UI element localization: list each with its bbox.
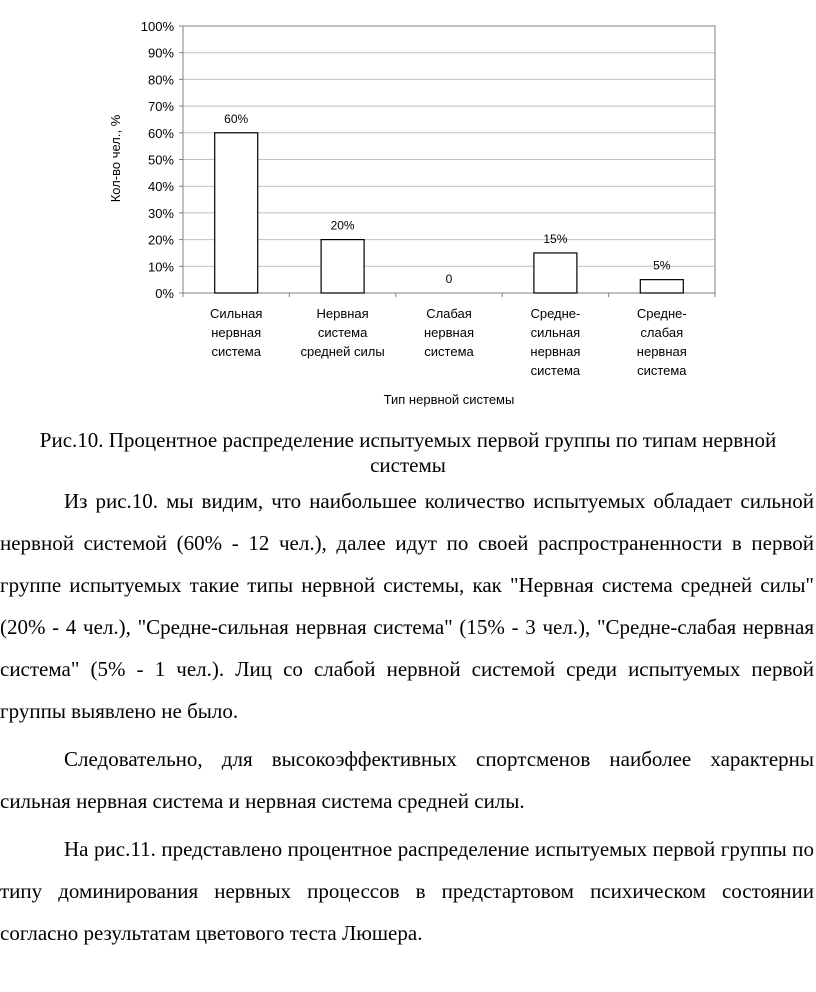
y-axis-title: Кол-во чел., %: [108, 114, 123, 203]
bar-chart: [0, 0, 816, 420]
paragraph-3: На рис.11. представлено процентное распределение испытуемых первой группы по типу доминирования нервных процессов в предстартовом психическом состоянии согласно результатам цветового теста Люшера.: [0, 837, 814, 945]
data-label: 5%: [653, 258, 671, 273]
y-tick-label: 80%: [147, 72, 174, 88]
bar: [534, 253, 577, 293]
data-label: 60%: [224, 111, 249, 126]
data-label: 15%: [543, 231, 568, 246]
figure-caption: Рис.10. Процентное распределение испытуемых первой группы по типам нервной системы: [39, 428, 777, 477]
y-tick-label: 40%: [147, 179, 174, 195]
y-tick-label: 20%: [147, 232, 174, 248]
x-tick-label: Нервная система средней силы: [300, 306, 385, 359]
data-labels: [224, 112, 671, 286]
y-tick-label: 100%: [140, 19, 174, 34]
x-axis-tick-labels: [210, 306, 687, 378]
y-tick-label: 60%: [147, 125, 174, 141]
y-tick-label: 0%: [155, 286, 174, 301]
x-tick-label: Слабая нервная система: [424, 306, 474, 359]
data-label: 20%: [330, 218, 355, 233]
paragraph-2: Следовательно, для высокоэффективных спортсменов наиболее характерны сильная нервная система и нервная система средней силы.: [0, 747, 814, 813]
x-tick-label: Средне-слабая нервная система: [636, 306, 687, 378]
paragraph-1: Из рис.10. мы видим, что наибольшее количество испытуемых обладает сильной нервной системой (60% - 12 чел.), далее идут по своей распространенности в первой группе испытуемых такие типы нервной системы, как "Нервная система средней силы" (20% - 4 чел.), "Средне-сильная нервная система" (15% - 3 чел.), "Средне-слабая нервная система" (5% - 1 чел.). Лиц со слабой нервной системой среди испытуемых первой группы выявлено не было.: [0, 489, 814, 723]
x-tick-label: Средне-сильная нервная система: [530, 306, 581, 378]
y-tick-label: 70%: [147, 99, 174, 115]
bar: [640, 280, 683, 293]
y-tick-label: 90%: [147, 45, 174, 61]
y-tick-label: 30%: [147, 205, 174, 221]
x-axis-title: Тип нервной системы: [383, 392, 515, 407]
chart-gridlines: [183, 26, 715, 266]
body-text: [0, 480, 814, 954]
x-tick-label: Сильная нервная система: [209, 306, 263, 359]
y-tick-label: 50%: [147, 152, 174, 168]
data-label: 0: [445, 272, 453, 286]
bar: [321, 240, 364, 293]
y-tick-label: 10%: [147, 259, 174, 275]
bar: [215, 133, 258, 293]
